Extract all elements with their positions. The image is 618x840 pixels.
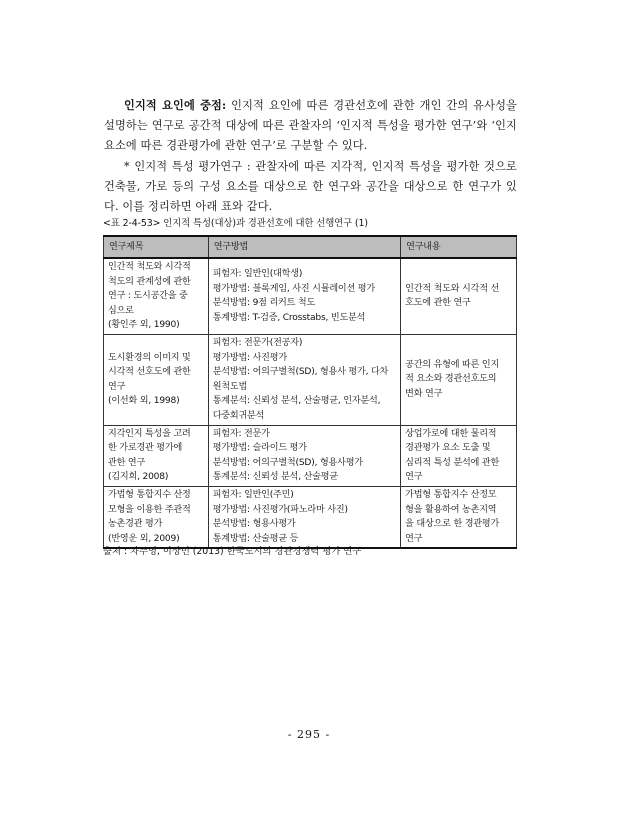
cell-content [401,258,517,334]
line: 호도에 관한 연구 [405,298,471,309]
line: 관한 연구 [108,457,146,468]
table-source: 출처 : 차주영, 이상민 (2013) 한국도시의 경관경쟁력 평가 연구 [103,546,362,557]
line: 한 가로경관 평가에 [108,443,183,454]
line: 분석방법: 형용사평가 [212,519,296,530]
line: 가법형 통합지수 산정 [108,489,191,500]
cell-content [401,425,517,486]
line: 인간적 척도와 시각적 선 [405,283,500,294]
line: 통계방법: T-검증, Crosstabs, 빈도분석 [212,313,366,324]
line: 피험자: 일반인(대학생) [212,269,303,280]
line: 을 대상으로 한 경관평가 [405,519,500,530]
line: 피험자: 전문가(전공자) [212,337,303,348]
note-paragraph: * 인지적 특성 평가연구 : 관찰자에 따른 지각적, 인지적 특성을 평가한 것으로 건축물, 가로 등의 구성 요소를 대상으로 한 연구와 공간을 대상으로 한 연구가 있다. 이를 정리하면 아래 표와 같다. [104,160,517,213]
line: 연구 [405,472,423,483]
prior-research-table [103,235,517,549]
paragraph-body: 인지적 요인에 따른 경관선호에 관한 개인 간의 유사성을 설명하는 연구로 공간적 대상에 따른 관찰자의 ‘인지적 특성을 평가한 연구’와 ‘인지요소에 따른 경관평가에 관한 연구’로 구분할 수 있다. [104,99,517,152]
line: (김지희, 2008) [108,472,169,483]
table-row [104,486,517,548]
cell-method [208,425,400,486]
line: 통계분석: 신뢰성 분석, 산술평균 [212,472,338,483]
line: 모형을 이용한 주관적 [108,504,191,515]
cell-content [401,334,517,425]
line: 통계방법: 산술평균 등 [212,533,299,544]
line: 평가방법: 슬라이드 평가 [212,443,307,454]
line: 변화 연구 [405,389,443,400]
line: 지각인지 특성을 고려 [108,428,191,439]
line: 심으로 [108,305,134,316]
header-content: 연구내용 [401,236,517,258]
table-header-row [104,236,517,258]
line: 경관평가 요소 도출 및 [405,443,491,454]
line: 피험자: 전문가 [212,428,270,439]
cell-content [401,486,517,548]
line: 평가방법: 사진평가 [212,352,287,363]
cell-method [208,334,400,425]
line: 연구 [108,381,126,392]
line: 분석방법: 9점 리커트 척도 [212,298,316,309]
line: 도시환경의 이미지 및 [108,352,191,363]
line: 분석방법: 어의구별척(SD), 형용사 평가, 다차 [212,367,389,378]
line: (반영운 외, 2009) [108,533,180,544]
line: (황인주 외, 1990) [108,320,180,331]
line: 척도의 관계성에 관한 [108,276,191,287]
line: 심리적 특성 분석에 관한 [405,457,500,468]
line: 분석방법: 어의구별척(SD), 형용사평가 [212,457,363,468]
intro-paragraph [104,95,517,156]
paragraph-bold-lead: 인지적 요인에 중점: [124,98,227,112]
line: 적 요소와 경관선호도의 [405,374,497,385]
line: 농촌경관 평가 [108,519,163,530]
line: 상업가로에 대한 물리적 [405,428,497,439]
cell-method [208,486,400,548]
table-row [104,425,517,486]
cell-method [208,258,400,334]
cell-title [104,486,209,548]
line: 형을 활용하여 농촌지역 [405,504,497,515]
page-number: - 295 - [287,728,331,741]
line: 연구 : 도시공간을 중 [108,291,188,302]
line: 다중회귀분석 [212,410,265,421]
line: 공간의 유형에 따른 인지 [405,359,500,370]
line: 평가방법: 사진평가(파노라마 사진) [212,504,348,515]
line: (이선화 외, 1998) [108,396,180,407]
line: 평가방법: 블록게임, 사진 시뮬레이션 평가 [212,283,375,294]
line: 원척도법 [212,381,248,392]
line: 연구 [405,533,423,544]
line: 인간적 척도와 시각적 [108,262,191,272]
line: 통계분석: 신뢰성 분석, 산술평균, 인자분석, [212,396,381,407]
table-caption: <표 2-4-53> 인지적 특성(대상)과 경관선호에 대한 선행연구 (1) [103,218,368,229]
cell-title [104,258,209,334]
line: 가법형 통합지수 산정모 [405,489,497,500]
cell-title [104,425,209,486]
table-row [104,334,517,425]
line: 피험자: 일반인(주민) [212,489,294,500]
header-method: 연구방법 [208,236,400,258]
table-row [104,258,517,334]
line: 시각적 선호도에 관한 [108,367,191,378]
header-title: 연구제목 [104,236,209,258]
cell-title [104,334,209,425]
